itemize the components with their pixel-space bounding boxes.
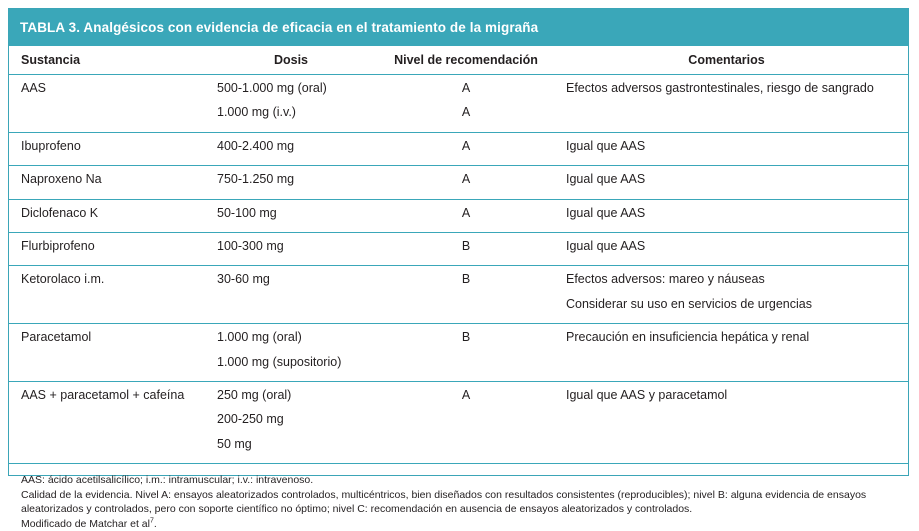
cell-sustancia [9, 382, 205, 463]
cell-comentarios [555, 166, 908, 198]
cell-dosis [205, 133, 377, 165]
nivel-value: A [461, 81, 471, 95]
sustancia-value: Paracetamol [21, 330, 92, 345]
footnote-source [21, 517, 898, 531]
sustancia-value: Diclofenaco K [21, 205, 99, 220]
cell-comentarios [555, 324, 908, 381]
header-sustancia: Sustancia [21, 53, 81, 67]
comentario-value: Considerar su uso en servicios de urgencias [566, 296, 812, 311]
cell-dosis [205, 75, 377, 132]
table-title-text: Analgésicos con evidencia de eficacia en el tratamiento de la migraña [83, 20, 539, 35]
cell-sustancia [9, 75, 205, 132]
dosis-value: 1.000 mg (supositorio) [217, 354, 342, 369]
table-frame [8, 8, 909, 530]
table-footnote [9, 464, 908, 531]
cell-dosis [205, 166, 377, 198]
cell-sustancia [9, 200, 205, 232]
comentario-value: Igual que AAS [566, 238, 646, 253]
header-comentarios: Comentarios [688, 53, 765, 67]
footnote-abbreviations: AAS: ácido acetilsalicílico; i.m.: intramuscular; i.v.: intravenoso. [21, 474, 314, 487]
cell-nivel [377, 382, 555, 463]
cell-comentarios [555, 133, 908, 165]
header-nivel: Nivel de recomendación [394, 53, 538, 67]
sustancia-value: Ketorolaco i.m. [21, 272, 105, 287]
table-row [9, 75, 908, 133]
cell-dosis [205, 266, 377, 323]
sustancia-value: Naproxeno Na [21, 172, 102, 187]
footnote-source-text: Modificado de Matchar et al [21, 517, 150, 530]
cell-nivel [377, 324, 555, 381]
sustancia-value: Ibuprofeno [21, 138, 81, 153]
cell-sustancia [9, 166, 205, 198]
cell-sustancia [9, 233, 205, 265]
cell-comentarios [555, 200, 908, 232]
cell-nivel [377, 233, 555, 265]
cell-dosis [205, 324, 377, 381]
table-title [9, 9, 908, 46]
nivel-value: A [461, 387, 471, 402]
comentario-value: Igual que AAS [566, 138, 646, 153]
table-row [9, 200, 908, 233]
nivel-value: A [461, 205, 471, 220]
nivel-value: A [461, 172, 471, 187]
dosis-value: 1.000 mg (oral) [217, 330, 302, 345]
dosis-value: 50 mg [217, 436, 252, 451]
dosis-value: 1.000 mg (i.v.) [217, 105, 296, 120]
comentario-value: Igual que AAS [566, 205, 646, 220]
cell-dosis [205, 233, 377, 265]
cell-nivel [377, 133, 555, 165]
cell-nivel [377, 166, 555, 198]
cell-dosis [205, 382, 377, 463]
cell-sustancia [9, 266, 205, 323]
cell-comentarios [555, 266, 908, 323]
cell-nivel [377, 266, 555, 323]
table-body [9, 75, 908, 464]
table-row [9, 266, 908, 324]
cell-comentarios [555, 75, 908, 132]
dosis-value: 250 mg (oral) [217, 387, 292, 402]
footnote-reference: 7 [149, 517, 154, 525]
sustancia-value: Flurbiprofeno [21, 238, 95, 253]
table-row [9, 166, 908, 199]
comentario-value: Efectos adversos gastrontestinales, riesgo de sangrado [566, 81, 874, 95]
footnote-source-end: . [153, 517, 157, 530]
dosis-value: 200-250 mg [217, 412, 284, 427]
table-row [9, 233, 908, 266]
cell-comentarios [555, 233, 908, 265]
cell-dosis [205, 200, 377, 232]
nivel-value: A [461, 105, 471, 120]
dosis-value: 100-300 mg [217, 238, 284, 253]
cell-sustancia [9, 133, 205, 165]
table-row [9, 382, 908, 464]
cell-nivel [377, 200, 555, 232]
dosis-value: 50-100 mg [217, 205, 277, 220]
comentario-value: Igual que AAS y paracetamol [566, 387, 728, 402]
table-title-number: TABLA 3. [20, 20, 81, 35]
table-row [9, 133, 908, 166]
comentario-value: Igual que AAS [566, 172, 646, 187]
nivel-value: B [461, 272, 471, 287]
dosis-value: 500-1.000 mg (oral) [217, 81, 327, 95]
sustancia-value: AAS [21, 81, 47, 95]
dosis-value: 400-2.400 mg [217, 138, 295, 153]
data-table [9, 46, 908, 464]
comentario-value: Efectos adversos: mareo y náuseas [566, 272, 765, 287]
table-row [9, 324, 908, 382]
header-dosis: Dosis [273, 53, 309, 67]
cell-sustancia [9, 324, 205, 381]
footnote-evidence-levels: Calidad de la evidencia. Nivel A: ensayos aleatorizados controlados, multicéntricos, bien diseñados con resultados consistentes (reproducibles); nivel B: alguna evidencia de ensayos aleatorizados y controlados, pero con soporte científico no óptimo; nivel C: recomendación en ausencia de ensayos aleatorizados y controlados. [21, 488, 867, 516]
dosis-value: 750-1.250 mg [217, 172, 295, 187]
table-header-row [9, 46, 908, 75]
cell-nivel [377, 75, 555, 132]
nivel-value: B [461, 238, 471, 253]
cell-comentarios [555, 382, 908, 463]
comentario-value: Precaución en insuficiencia hepática y renal [566, 330, 810, 345]
nivel-value: A [461, 138, 471, 153]
sustancia-value: AAS + paracetamol + cafeína [21, 387, 185, 402]
nivel-value: B [461, 330, 471, 345]
dosis-value: 30-60 mg [217, 272, 270, 287]
